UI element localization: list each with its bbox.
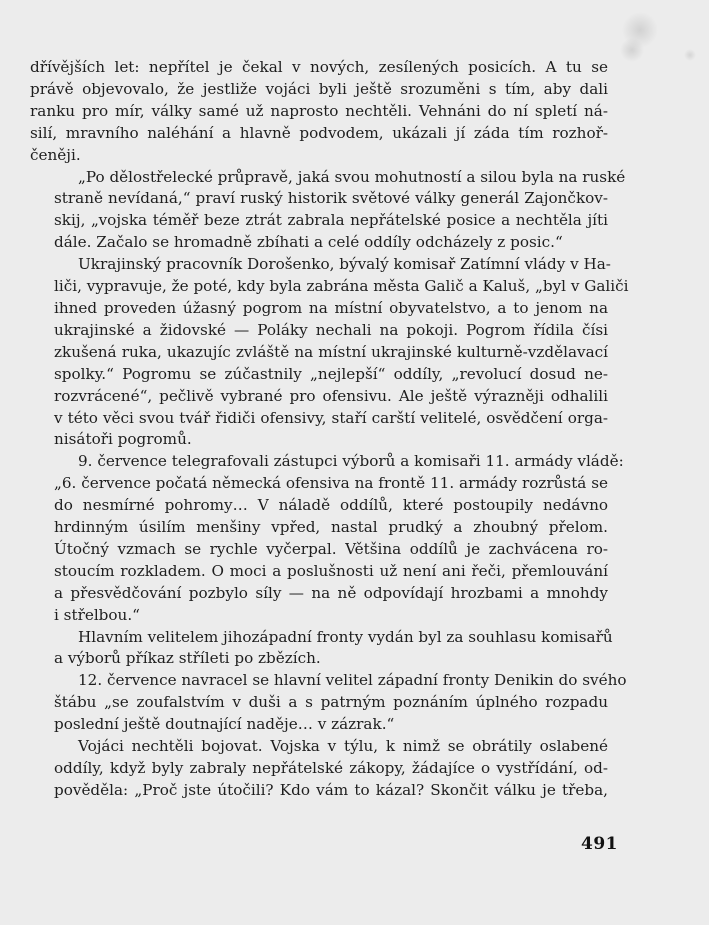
text-line: rozvrácené“, pečlivě vybrané pro ofensivu. Ale ještě výrazněji odhalili [54, 386, 608, 405]
text-line: Vojáci nechtěli bojovat. Vojska v týlu, k nimž se obrátily oslabené [78, 737, 608, 756]
text-line: silí, mravního naléhání a hlavně podvodem, ukázali jí záda tím rozhoř- [30, 123, 608, 142]
text-line: v této věci svou tvář řidiči ofensivy, staří carští velitelé, osvědčení orga- [54, 408, 608, 427]
text-line: ihned proveden úžasný pogrom na místní obyvatelstvo, a to jenom na [54, 298, 608, 317]
text-line: právě objevovalo, že jestliže vojáci byli ještě srozuměni s tím, aby dali [30, 79, 608, 98]
text-line: dřívějších let: nepřítel je čekal v nových, zesílených posicích. A tu se [30, 58, 608, 76]
text-line: ranku pro mír, války samé už naprosto nechtěli. Vehnáni do ní spletí ná- [30, 101, 608, 120]
text-line: „Po dělostřelecké průpravě, jaká svou mohutností a silou byla na ruské [78, 167, 626, 186]
text-line: 12. července navracel se hlavní velitel západní fronty Denikin do svého [78, 671, 627, 690]
page-number: 491 [581, 834, 618, 854]
text-line: a přesvědčování pozbylo síly — na ně odpovídají hrozbami a mnohdy [54, 583, 608, 602]
text-line: Ukrajinský pracovník Dorošenko, bývalý komisař Zatímní vlády v Ha- [78, 255, 611, 274]
text-line: 9. července telegrafovali zástupci výborů a komisaři 11. armády vládě: [78, 452, 624, 471]
text-line: straně nevídaná,“ praví ruský historik světové války generál Zajončkov- [54, 189, 608, 208]
text-line: pověděla: „Proč jste útočili? Kdo vám to kázal? Skončit válku je třeba, [54, 780, 608, 799]
text-line: stoucím rozkladem. O moci a poslušnosti už není ani řeči, přemlouvání [54, 561, 608, 580]
text-line: „6. července počatá německá ofensiva na frontě 11. armády rozrůstá se [54, 474, 608, 493]
paragraph [30, 167, 626, 255]
text-line: spolky.“ Pogromu se zúčastnily „nejlepší“ oddíly, „revolucí dosud ne- [54, 364, 608, 383]
body-text [30, 57, 629, 802]
text-line: Hlavním velitelem jihozápadní fronty vydán byl za souhlasu komisařů [78, 627, 613, 646]
text-line: štábu „se zoufalstvím v duši a s patrným poznáním úplného rozpadu [54, 693, 608, 712]
text-line: oddíly, když byly zabraly nepřátelské zákopy, žádajíce o vystřídání, od- [54, 759, 608, 777]
text-line: do nesmírné pohromy… V náladě oddílů, které postoupily nedávno [54, 496, 608, 515]
paragraph [30, 451, 624, 626]
text-line: dále. Začalo se hromadně zbíhati a celé oddíly odcházely z posic.“ [54, 233, 563, 252]
paragraph [30, 57, 608, 167]
text-line: i střelbou.“ [54, 605, 140, 624]
paragraph [30, 627, 613, 671]
paragraph [30, 254, 629, 451]
paragraph [30, 670, 627, 736]
text-line: Útočný vzmach se rychle vyčerpal. Většina oddílů je zachvácena ro- [54, 539, 608, 558]
text-line: ukrajinské a židovské — Poláky nechali na pokoji. Pogrom řídila čísi [54, 320, 608, 339]
text-line: poslední ještě doutnající naděje… v zázrak.“ [54, 715, 395, 734]
text-line: zkušená ruka, ukazujíc zvláště na místní ukrajinské kulturně-vzdělavací [54, 342, 608, 361]
text-line: a výborů příkaz stříleti po zbězích. [54, 649, 321, 668]
text-line: nisátoři pogromů. [54, 430, 192, 449]
text-line: liči, vypravuje, že poté, kdy byla zabrána města Galič a Kaluš, „byl v Galiči [54, 277, 629, 296]
paragraph [30, 736, 608, 802]
text-line: čeněji. [30, 145, 81, 164]
text-line: hrdinným úsilím menšiny vpřed, nastal prudký a zhoubný přelom. [54, 518, 608, 537]
text-line: skij, „vojska téměř beze ztrát zabrala nepřátelské posice a nechtěla jíti [54, 211, 608, 230]
